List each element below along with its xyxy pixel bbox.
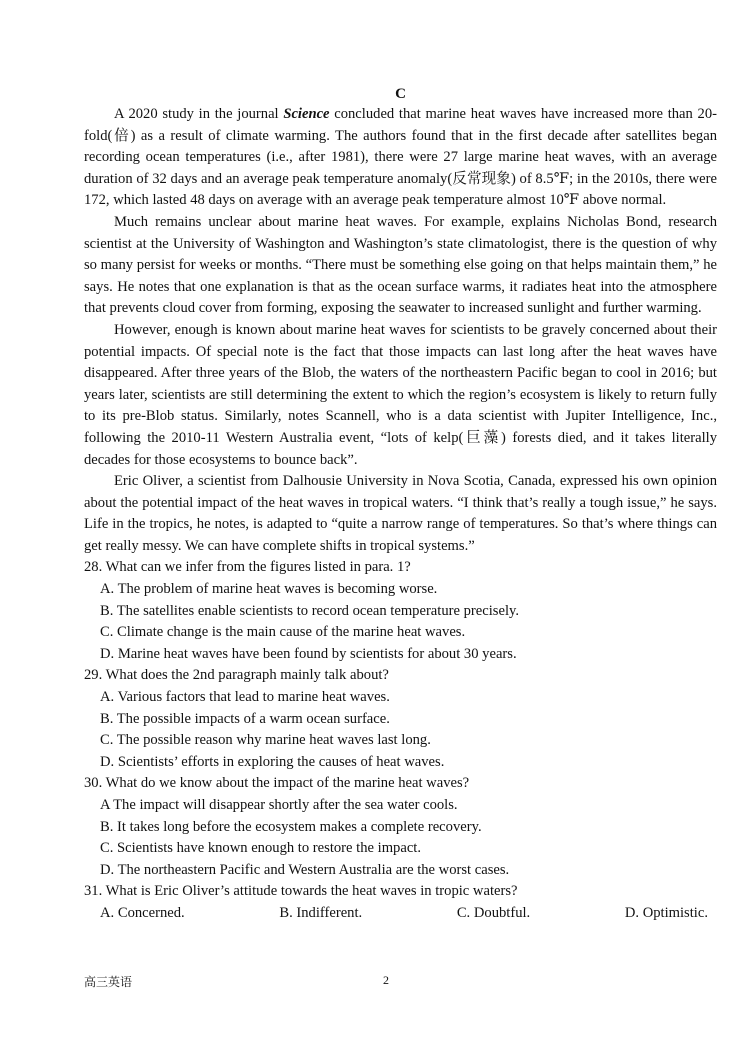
option-a: A. Concerned. [100, 904, 185, 921]
p1-lead-text: A 2020 study in the journal [114, 106, 284, 122]
p1-body-text: concluded that marine heat waves have increased more than 20-fold(倍) as a result of climate warming. The authors found that in the first decade after satellites began recording ocean temperatures (i.e., after 1981), there were 27 large marine heat waves, with an average duration of 32 days and an average peak temperature anomaly(反常现象) of 8.5℉; in the 2010s, there were 172, which lasted 48 days on average with an average peak temperature almost 10℉ above normal. [84, 106, 717, 209]
footer-subject: 高三英语 [84, 975, 133, 989]
passage-paragraph-3: However, enough is known about marine heat waves for scientists to be gravely concerned about their potential impacts. Of special note is the fact that those impacts can last long after the heat waves have disappeared. After three years of the Blob, the waters of the northeastern Pacific began to cool in 2016; but years later, scientists are still determining the extent to which the region’s ecosystem is likely to return fully to its pre-Blob status. Similarly, notes Scannell, who is a data scientist with Jupiter Intelligence, Inc., following the 2010-11 Western Australia event, “lots of kelp(巨藻) forests died, and it takes literally decades for those ecosystems to bounce back”. [84, 321, 717, 468]
option-c: C. Doubtful. [456, 904, 531, 921]
option-d: D. Scientists’ efforts in exploring the causes of heat waves. [100, 753, 445, 770]
page-content [84, 84, 717, 925]
question-31 [84, 881, 717, 924]
passage-paragraph-4: Eric Oliver, a scientist from Dalhousie University in Nova Scotia, Canada, expressed his own opinion about the potential impact of the heat waves in tropical waters. “I think that’s really a tough issue,” he says. Life in the tropics, he notes, is adapted to “quite a narrow range of temperatures. So that’s where things can get really messy. We can have complete shifts in tropical systems.” [84, 473, 717, 554]
question-30 [84, 773, 717, 881]
question-stem: 30. What do we know about the impact of the marine heat waves? [84, 775, 470, 792]
options-row [84, 903, 717, 925]
option-a: A. The problem of marine heat waves is becoming worse. [100, 581, 438, 598]
journal-name: Science [283, 106, 330, 122]
footer-page-number: 2 [383, 973, 389, 987]
option-b: B. The satellites enable scientists to record ocean temperature precisely. [100, 602, 519, 619]
option-c: C. The possible reason why marine heat waves last long. [100, 732, 431, 749]
question-29 [84, 665, 717, 773]
option-b: B. The possible impacts of a warm ocean surface. [100, 710, 390, 727]
option-d: D. Optimistic. [624, 904, 708, 921]
passage-paragraph-2: Much remains unclear about marine heat waves. For example, explains Nicholas Bond, research scientist at the University of Washington and Washington’s state climatologist, there is the question of why so many persist for weeks or months. “There must be something else going on that helps maintain them,” he says. He notes that one explanation is that as the ocean surface warms, it radiates heat into the atmosphere that prevents cloud cover from forming, exposing the seawater to increased sunlight and further warming. [84, 213, 717, 317]
question-28 [84, 557, 717, 665]
option-a: A. Various factors that lead to marine heat waves. [100, 689, 390, 706]
option-a: A The impact will disappear shortly after the sea water cools. [100, 797, 458, 813]
question-stem: 29. What does the 2nd paragraph mainly talk about? [84, 667, 389, 684]
passage-paragraph-1 [84, 104, 717, 212]
option-d: D. The northeastern Pacific and Western Australia are the worst cases. [100, 861, 510, 878]
option-b: B. It takes long before the ecosystem makes a complete recovery. [100, 818, 482, 835]
option-b: B. Indifferent. [279, 904, 363, 921]
option-c: C. Scientists have known enough to restore the impact. [100, 840, 421, 857]
section-title: C [395, 86, 406, 102]
option-d: D. Marine heat waves have been found by scientists for about 30 years. [100, 645, 517, 662]
option-c: C. Climate change is the main cause of the marine heat waves. [100, 624, 466, 641]
question-stem: 31. What is Eric Oliver’s attitude towards the heat waves in tropic waters? [84, 883, 518, 900]
question-stem: 28. What can we infer from the figures listed in para. 1? [84, 559, 411, 576]
